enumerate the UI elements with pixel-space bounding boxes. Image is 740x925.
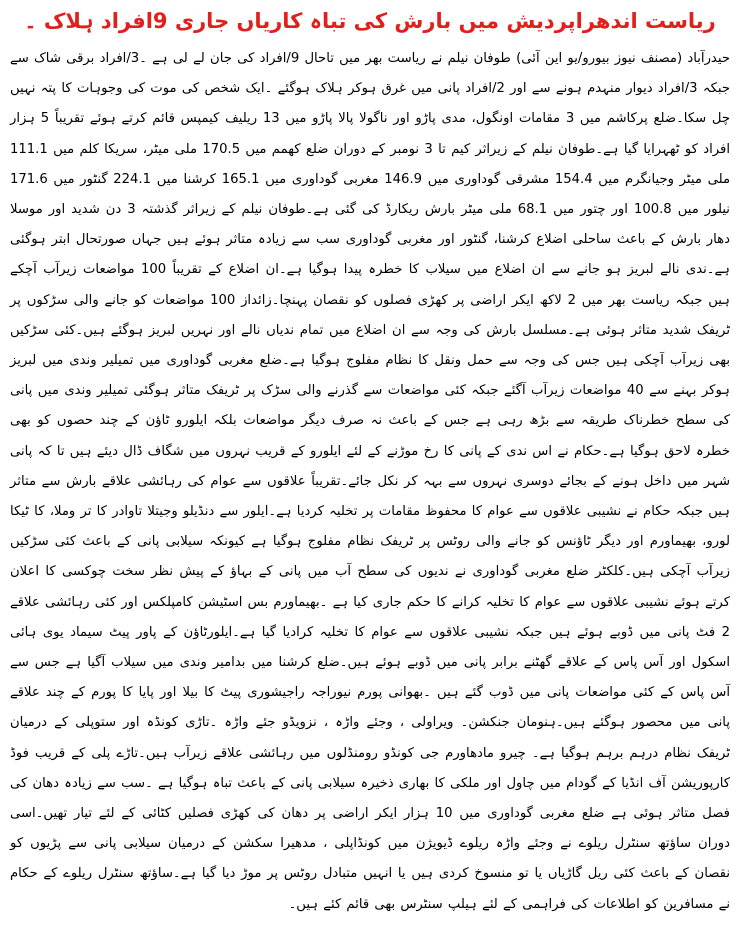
article-body: حیدرآباد (مصنف نیوز بیورو/یو این آئی) طوفان نیلم نے ریاست بھر میں تاحال 9/افراد کی جان لے لی ہے ۔3/افراد برقی شاک سے جبکہ 3/افراد دیوار منہدم ہونے سے اور 2/افراد پانی میں غرق ہوکر ہلاک ہوگئے ۔ایک شخص کی موت کی وجوہات کا پتہ نہیں چل سکا۔ضلع پرکاشم میں 3 مقامات اونگول، مدی پاڑو اور ناگولا پالا پاڑو میں 13 ریلیف کیمپس قائم کرتے ہوئے تقریباً 5 ہزار افراد کو ٹھہرایا گیا ہے۔طوفان نیلم کے زیراثر کیم تا 3 نومبر کے دوران ضلع کھمم میں 170.5 ملی میٹر، سریکا کلم میں 111.1 ملی میٹر وجیانگرم میں 154.4 مشرقی گوداوری میں 146.9 مغربی گوداوری میں 165.1 کرشنا میں 224.1 گنٹور میں 171.6 نیلور میں 100.8 اور چتور میں 68.1 ملی میٹر بارش ریکارڈ کی گئی ہے۔طوفان نیلم کے زیراثر گذشتہ 3 دن شدید اور موسلا دھار بارش کے باعث ساحلی اضلاع کرشنا، گنٹور اور مغربی گوداوری سب سے زیادہ متاثر ہوئے ہیں جہاں صورتحال ابتر ہوگئی ہے۔ندی نالے لبریز ہو جانے سے ان اضلاع میں سیلاب کا خطرہ پیدا ہوگیا ہے۔ان اضلاع کے تقریباً 100 مواضعات زیرآب آچکے ہیں جبکہ ریاست بھر میں 2 لاکھ ایکر اراضی پر کھڑی فصلوں کو نقصان پہنچا۔زائداز 100 مواضعات کو جانے والی سڑکوں پر ٹریفک شدید متاثر ہوئی ہے۔مسلسل بارش کی وجہ سے ان اضلاع میں تمام ندیاں نالے اور نہریں لبریز ہوگئے ہیں۔کئی سڑکیں بھی زیرآب آچکی ہیں جس کی وجہ سے حمل ونقل کا نظام مفلوج ہوگیا ہے۔ضلع مغربی گوداوری میں تمیلیر وندی میں لبریز ہوکر بہنے سے 40 مواضعات زیرآب آگئے جبکہ کئی مواضعات سے گذرنے والی سڑک پر ٹریفک متاثر ہوگئی تمیلیر وندی میں پانی کی سطح خطرناک طریقہ سے بڑھ رہی ہے جس کے باعث نہ صرف دیگر مواضعات بلکہ ایلورو ٹاؤن کے چند حصوں کو بھی خطرہ لاحق ہوگیا ہے۔حکام نے اس ندی کے پانی کا رخ موڑنے کے لئے ایلورو کے قریب نہروں میں شگاف ڈال دیئے ہیں تا کہ پانی شہر میں داخل ہونے کے بجائے دوسری نہروں سے بہہ کر نکل جائے۔تقریباً علاقوں سے عوام کی رہائشی علاقے بارش سے متاثر ہیں جبکہ حکام نے نشیبی علاقوں سے عوام کا محفوظ مقامات پر تخلیہ کردیا ہے۔ایلور سے دنڈیلو وجیتلا تاوادر کا تر وملا، کا ٹیکا لورو، بھیماورم اور دیگر ٹاؤنس کو جانے والی روٹس پر ٹریفک نظام مفلوج ہوگیا ہے کیونکہ سیلابی پانی کے باعث کئی سڑکیں زیرآب آچکی ہیں۔کلکٹر ضلع مغربی گوداوری نے ندیوں کی سطح آب میں پانی کے بہاؤ کے پیش نظر سخت چوکسی کا اعلان کرتے ہوئے نشیبی علاقوں سے عوام کا تخلیہ کرانے کا حکم جاری کیا ہے ۔بھیماورم بس اسٹیشن کامپلکس اور کئی رہائشی علاقے 2 فٹ پانی میں ڈوبے ہوئے ہیں جبکہ نشیبی علاقوں سے عوام کا تخلیہ کرادیا گیا ہے۔ایلورٹاؤن کے پاور پیٹ سیماد یوی ہائی اسکول اور آس پاس کے علاقے گھٹنے برابر پانی میں ڈوبے ہوئے ہیں۔ضلع کرشنا میں بدامیر وندی میں سیلاب آگیا ہے جس سے آس پاس کے کئی مواضعات پانی میں ڈوب گئے ہیں ۔بھوانی پورم نیوراجہ راجیشوری پیٹ کا بیلا اور پایا کا پورم کے چند علاقے پانی میں محصور ہوگئے ہیں۔ہنومان جنکشن۔ ویراولی ، وجئے واڑہ ، نزویڈو جئے واڑہ ۔تاڑی کونڈہ اور ستوپلی کے درمیان ٹریفک نظام درہم برہم ہوگیا ہے۔ چیرو مادھاورم جی کونڈو رومنڈلوں میں رہائشی علاقے زیرآب ہیں۔تاڑے پلی کے قریب فوڈ کارپوریشن آف انڈیا کے گودام میں چاول اور ملکی کا بھاری ذخیرہ سیلابی پانی کے باعث تباہ ہوگیا ہے ۔سب سے زیادہ دھان کی فصل متاثر ہوئی ہے ضلع مغربی گوداوری میں 10 ہزار ایکر اراضی پر دھان کی کھڑی فصلیں کٹائی کے لئے تیار تھیں۔اسی دوران ساؤتھ سنٹرل ریلوے نے وجئے واڑہ ریلوے ڈیویژن میں کونڈاپلی ، مدھیرا سکشن کے درمیان سیلابی پانی سے پڑیوں کو نقصان کے باعث کئی ریل گاڑیاں یا تو منسوخ کردی ہیں یا انہیں متبادل روٹس پر موڑ دیا گیا ہے۔ساؤتھ سنٹرل ریلوے کے حکام نے مسافرین کو اطلاعات کی فراہمی کے لئے ہیلپ سنٹرس بھی قائم کئے ہیں۔ [10, 51, 731, 912]
article-headline: ریاست اندھراپردیش میں بارش کی تباہ کاریاں جاری 9افراد ہلاک ۔ [24, 9, 716, 33]
